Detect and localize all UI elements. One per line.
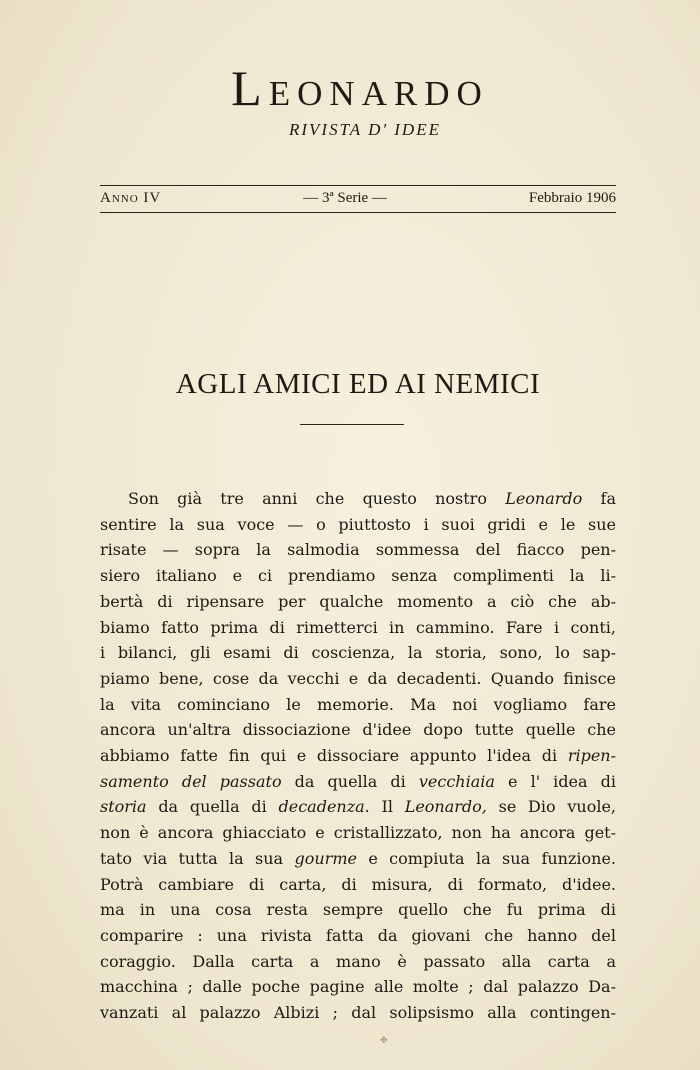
journal-subtitle: RIVISTA D' IDEE [289, 120, 441, 139]
text-span: siero italiano e ci prendiamo senza complimenti la li- [100, 566, 616, 586]
text-span: vanzati al palazzo Albizi ; dal solipsismo alla contingen- [100, 1003, 616, 1023]
text-line [100, 743, 616, 769]
text-line [100, 846, 616, 872]
text-span: se Dio vuole, [486, 797, 617, 817]
text-span: non è ancora ghiacciato e cristallizzato, non ha ancora get- [100, 823, 616, 843]
text-span: Il [369, 797, 405, 817]
text-line [100, 794, 616, 820]
text-line [100, 692, 616, 718]
text-line [100, 974, 616, 1000]
text-span: ma in una cosa resta sempre quello che fu prima di [100, 900, 616, 920]
issue-date: Febbraio 1906 [528, 190, 616, 206]
text-line [100, 872, 616, 898]
text-line [100, 537, 616, 563]
issue-year: Anno IV [100, 190, 162, 206]
title-rule [300, 424, 404, 425]
italic-span: Leonardo [505, 489, 583, 508]
italic-span: decadenza. [278, 797, 370, 817]
text-line [100, 640, 616, 666]
text-span: abbiamo fatte fin qui e dissociare appunto l'idea di [100, 746, 568, 766]
text-line [100, 769, 616, 795]
italic-span: gourme [294, 848, 357, 868]
text-span: tato via tutta la sua [100, 848, 295, 868]
text-line [100, 1000, 616, 1026]
text-span: ancora un'altra dissociazione d'idee dopo tutte quelle che [100, 720, 616, 740]
text-span: comparire : una rivista fatta da giovani che hanno del [100, 925, 616, 945]
text-span: Potrà cambiare di carta, di misura, di formato, d'idee. [100, 874, 616, 894]
italic-span: storia [100, 797, 147, 817]
text-line [100, 923, 616, 949]
text-span: risate — sopra la salmodia sommessa del fiacco pen- [100, 540, 616, 560]
text-line [100, 717, 616, 743]
text-span: da quella di [146, 797, 279, 817]
header-rule-bottom [100, 212, 616, 213]
text-span: la vita cominciano le memorie. Ma noi vogliamo fare [100, 694, 616, 714]
text-span: i bilanci, gli esami di coscienza, la storia, sono, lo sap- [100, 643, 616, 663]
text-line [100, 897, 616, 923]
text-line [100, 615, 616, 641]
text-span: e compiuta la sua funzione. [356, 848, 617, 868]
text-span: macchina ; dalle poche pagine alle molte ; dal palazzo Da- [100, 977, 616, 997]
text-span: bertà di ripensare per qualche momento a ciò che ab- [100, 591, 616, 611]
text-span: fa [582, 489, 617, 508]
text-span: coraggio. Dalla carta a mano è passato alla carta a [100, 951, 616, 971]
text-line [100, 589, 616, 615]
issue-series: — 3ª Serie — [303, 190, 387, 206]
italic-span: Leonardo, [404, 797, 487, 817]
issue-line [100, 190, 616, 207]
text-line [100, 512, 616, 538]
italic-span: ripen- [567, 746, 616, 766]
masthead [100, 58, 620, 140]
text-line [100, 563, 616, 589]
text-span: piamo bene, cose da vecchi e da decadenti. Quando finisce [100, 668, 616, 688]
page-ornament-mark: ✤ [380, 1036, 388, 1046]
text-line [100, 666, 616, 692]
text-span: sentire la sua voce — o piuttosto i suoi gridi e le sue [100, 514, 616, 534]
italic-span: samento del passato [100, 771, 282, 791]
text-line [100, 820, 616, 846]
text-span: da quella di [281, 771, 419, 791]
journal-title: Leonardo [231, 60, 489, 116]
text-span: e l' idea di [494, 771, 616, 791]
article-title: AGLI AMICI ED AI NEMICI [175, 368, 541, 400]
text-line [100, 949, 616, 975]
text-span: Son già tre anni che questo nostro [128, 489, 506, 508]
article-body [100, 486, 616, 1026]
header-rule-top [100, 185, 616, 186]
text-span: biamo fatto prima di rimetterci in cammino. Fare i conti, [100, 617, 616, 637]
italic-span: vecchiaia [418, 771, 495, 791]
text-line [100, 486, 616, 512]
